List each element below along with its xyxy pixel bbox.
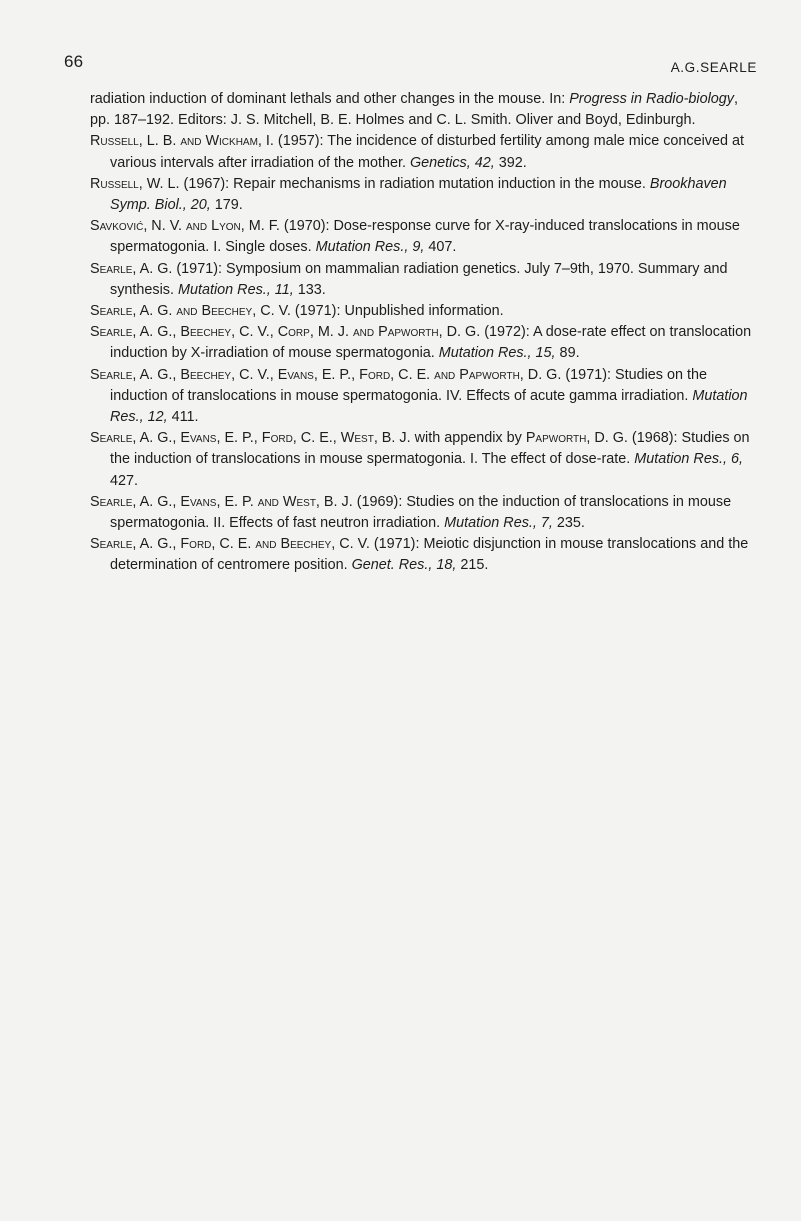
reference-source: Genet. Res., 18, bbox=[351, 557, 457, 574]
reference-entry bbox=[90, 365, 758, 429]
page-number: 66 bbox=[64, 52, 84, 71]
reference-source: Genetics, 42, bbox=[409, 154, 495, 171]
reference-text: (1972): A dose-rate effect on translocation induction by X-irradiation of mouse spermatogonia. bbox=[110, 324, 752, 362]
reference-entry bbox=[90, 534, 758, 576]
reference-continuation bbox=[90, 89, 758, 131]
reference-text: 392. bbox=[494, 154, 527, 171]
reference-text: 427. bbox=[110, 472, 139, 489]
reference-text: (1957): The incidence of disturbed fertility among male mice conceived at various intervals after irradiation of the mother. bbox=[110, 133, 744, 171]
running-head: A.G.SEARLE bbox=[670, 60, 757, 75]
reference-source: Mutation Res., 15, bbox=[438, 345, 556, 362]
reference-source: Mutation Res., 12, bbox=[110, 387, 748, 426]
reference-source: Mutation Res., 7, bbox=[444, 515, 553, 532]
reference-entry bbox=[90, 301, 758, 322]
reference-authors: Searle, A. G., Ford, C. E. and Beechey, C. V. bbox=[90, 536, 370, 553]
reference-entry bbox=[90, 492, 758, 534]
reference-text: 215. bbox=[456, 557, 489, 574]
reference-authors: Savković, N. V. and Lyon, M. F. bbox=[90, 218, 280, 235]
reference-text: 133. bbox=[293, 281, 326, 298]
reference-source: Mutation Res., 11, bbox=[177, 281, 294, 298]
reference-entry bbox=[90, 259, 758, 301]
reference-entry bbox=[90, 131, 758, 173]
reference-text: with appendix by bbox=[410, 430, 526, 447]
reference-authors: Searle, A. G., Evans, E. P., Ford, C. E., West, B. J. bbox=[90, 430, 411, 447]
reference-authors: Russell, W. L. bbox=[90, 175, 180, 192]
reference-authors: Searle, A. G., Evans, E. P. and West, B. J. bbox=[90, 493, 353, 510]
reference-text: (1971): Studies on the induction of translocations in mouse spermatogonia. IV. Effects of acute gamma irradiation. bbox=[110, 366, 707, 404]
reference-authors: Searle, A. G. bbox=[90, 260, 173, 277]
reference-text: radiation induction of dominant lethals and other changes in the mouse. In: bbox=[90, 91, 570, 107]
reference-text: 235. bbox=[552, 515, 585, 532]
reference-text: (1967): Repair mechanisms in radiation mutation induction in the mouse. bbox=[179, 175, 650, 192]
reference-text: (1969): Studies on the induction of translocations in mouse spermatogonia. II. Effects of fast neutron irradiation. bbox=[110, 493, 732, 532]
reference-text: 407. bbox=[424, 239, 457, 256]
reference-entry bbox=[90, 428, 758, 492]
reference-authors: Papworth, D. G. bbox=[525, 430, 628, 447]
reference-authors: Searle, A. G. and Beechey, C. V. bbox=[90, 303, 291, 320]
reference-entry bbox=[90, 216, 758, 258]
reference-source: Mutation Res., 9, bbox=[315, 239, 425, 256]
reference-entry bbox=[90, 322, 758, 364]
reference-list bbox=[90, 89, 758, 577]
reference-text: 411. bbox=[167, 409, 199, 426]
reference-text: (1968): Studies on the induction of translocations in mouse spermatogonia. I. The effect of dose-rate. bbox=[110, 430, 750, 468]
reference-source: Progress in Radio-biology bbox=[569, 91, 734, 107]
reference-text: 89. bbox=[555, 345, 580, 362]
reference-entry bbox=[90, 174, 758, 216]
reference-text: (1971): Symposium on mammalian radiation genetics. July 7–9th, 1970. Summary and synthesis. bbox=[110, 260, 728, 298]
reference-source: Brookhaven Symp. Biol., 20, bbox=[110, 175, 727, 214]
reference-authors: Russell, L. B. and Wickham, I. bbox=[90, 133, 274, 150]
reference-text: 179. bbox=[210, 197, 243, 214]
reference-source: Mutation Res., 6, bbox=[634, 451, 744, 468]
reference-text: , pp. 187–192. Editors: J. S. Mitchell, B. E. Holmes and C. L. Smith. Oliver and Boyd, Edinburgh. bbox=[90, 91, 738, 129]
reference-text: (1970): Dose-response curve for X-ray-induced translocations in mouse spermatogonia. I. Single doses. bbox=[110, 218, 740, 256]
reference-text: (1971): Unpublished information. bbox=[290, 303, 504, 320]
reference-authors: Searle, A. G., Beechey, C. V., Evans, E. P., Ford, C. E. and Papworth, D. G. bbox=[90, 366, 562, 383]
reference-text: (1971): Meiotic disjunction in mouse translocations and the determination of centromere position. bbox=[110, 536, 749, 574]
reference-authors: Searle, A. G., Beechey, C. V., Corp, M. J. and Papworth, D. G. bbox=[90, 324, 481, 341]
